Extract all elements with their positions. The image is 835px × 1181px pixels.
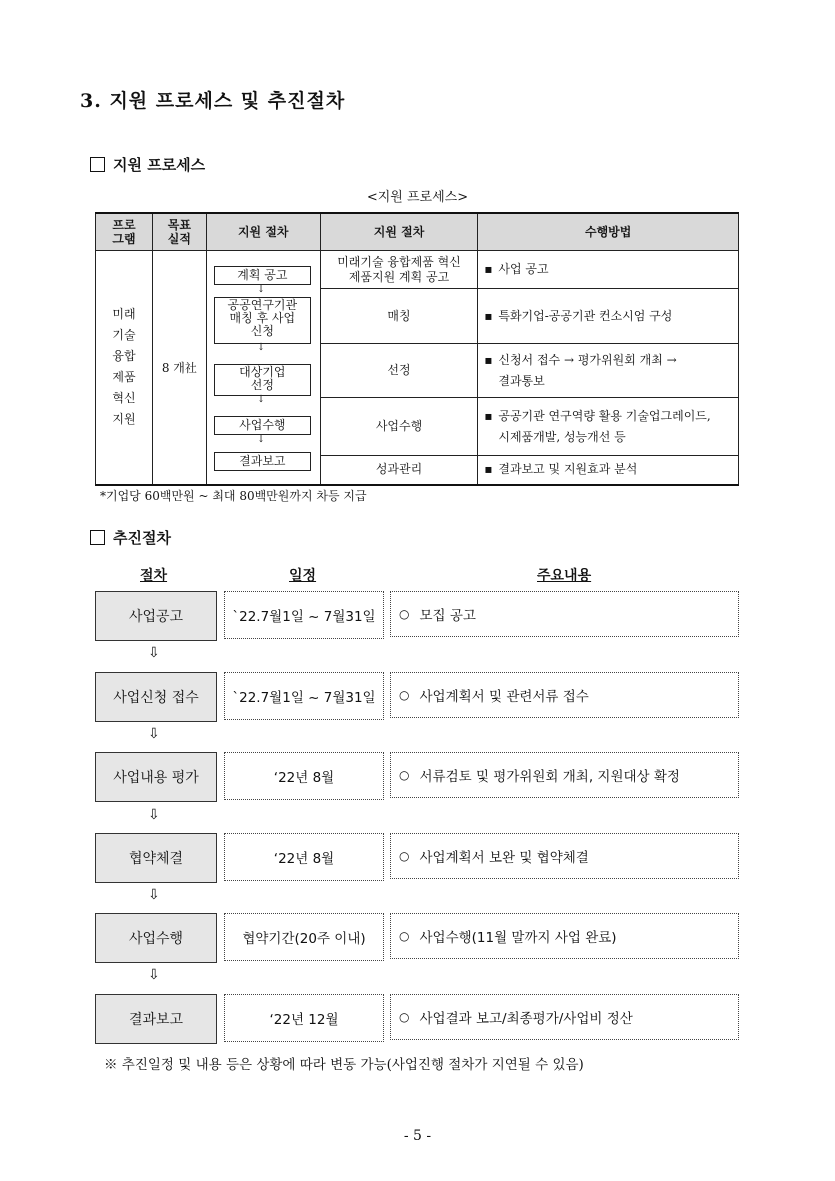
down-arrow-icon: ⇩ [148,645,160,661]
schedule-box: ‘22년 8월 [224,752,384,800]
circle-icon: ○ [399,768,410,782]
header-goal: 목표 실적 [152,213,206,251]
flow-arrow: ↓ [256,434,266,445]
subsection-process-label: 지원 프로세스 [113,156,206,174]
flow-box-announce: 계획 공고 [214,266,311,285]
step-box: 사업신청 접수 [95,672,217,722]
table-row [96,251,739,289]
section-heading: 3. 지원 프로세스 및 추진절차 [80,90,346,112]
schedule-note: ※ 추진일정 및 내용 등은 상황에 따라 변동 가능(사업진행 절차가 지연될 수 있음) [104,1057,584,1073]
stage-cell: 사업수행 [320,398,478,456]
subsection-procedure-label: 추진절차 [113,529,171,547]
method-cell: ▪ 신청서 접수 → 평가위원회 개최 → 결과통보 [478,344,739,398]
down-arrow-icon: ⇩ [148,807,160,823]
content-box: ○ 서류검토 및 평가위원회 개최, 지원대상 확정 [390,752,739,798]
step-box: 사업수행 [95,913,217,963]
method-cell: ▪ 사업 공고 [478,251,739,289]
flow-arrow: ↓ [256,342,266,353]
step-box: 결과보고 [95,994,217,1044]
header-stage: 지원 절차 [320,213,478,251]
content-box: ○ 사업계획서 및 관련서류 접수 [390,672,739,718]
stage-cell: 성과관리 [320,456,478,485]
flow-box-select: 대상기업 선정 [214,364,311,396]
schedule-box: ‘22년 12월 [224,994,384,1042]
subsection-process [90,154,205,175]
schedule-box: 협약기간(20주 이내) [224,913,384,961]
flow-box-report: 결과보고 [214,452,311,471]
content-box: ○ 사업계획서 보완 및 협약체결 [390,833,739,879]
header-program: 프로 그램 [96,213,153,251]
method-cell: ▪ 결과보고 및 지원효과 분석 [478,456,739,485]
step-box: 사업공고 [95,591,217,641]
table-caption: <지원 프로세스> [366,190,469,205]
column-step: 절차 [140,568,168,584]
checkbox-icon [90,157,105,172]
circle-icon: ○ [399,849,410,863]
checkbox-icon [90,530,105,545]
program-name: 미래 기술 융합 제품 혁신 지원 [96,251,153,485]
goal-value: 8 개社 [152,251,206,485]
method-cell: ▪ 특화기업-공공기관 컨소시엄 구성 [478,289,739,344]
step-box: 사업내용 평가 [95,752,217,802]
stage-cell: 미래기술 융합제품 혁신 제품지원 계획 공고 [320,251,478,289]
header-flow: 지원 절차 [206,213,320,251]
flow-diagram [206,251,320,485]
column-schedule: 일정 [289,568,317,584]
table-footnote: *기업당 60백만원 ~ 최대 80백만원까지 차등 지급 [100,489,367,503]
stage-cell: 선정 [320,344,478,398]
subsection-procedure [90,527,171,548]
page-number: - 5 - [403,1128,432,1144]
flow-arrow: ↓ [256,284,266,295]
process-table [95,212,739,486]
down-arrow-icon: ⇩ [148,887,160,903]
table-header-row [96,213,739,251]
flow-box-apply: 공공연구기관 매칭 후 사업 신청 [214,297,311,344]
column-content: 주요내용 [537,568,592,584]
down-arrow-icon: ⇩ [148,726,160,742]
flow-box-execute: 사업수행 [214,416,311,435]
down-arrow-icon: ⇩ [148,967,160,983]
schedule-box: ‘22년 8월 [224,833,384,881]
method-cell: ▪ 공공기관 연구역량 활용 기술업그레이드, 시제품개발, 성능개선 등 [478,398,739,456]
circle-icon: ○ [399,1010,410,1024]
circle-icon: ○ [399,929,410,943]
content-box: ○ 사업수행(11월 말까지 사업 완료) [390,913,739,959]
header-method: 수행방법 [478,213,739,251]
schedule-box: `22.7월1일 ~ 7월31일 [224,591,384,639]
content-box: ○ 사업결과 보고/최종평가/사업비 정산 [390,994,739,1040]
circle-icon: ○ [399,688,410,702]
stage-cell: 매칭 [320,289,478,344]
schedule-box: `22.7월1일 ~ 7월31일 [224,672,384,720]
circle-icon: ○ [399,607,410,621]
content-box: ○ 모집 공고 [390,591,739,637]
flow-arrow: ↓ [256,394,266,405]
step-box: 협약체결 [95,833,217,883]
